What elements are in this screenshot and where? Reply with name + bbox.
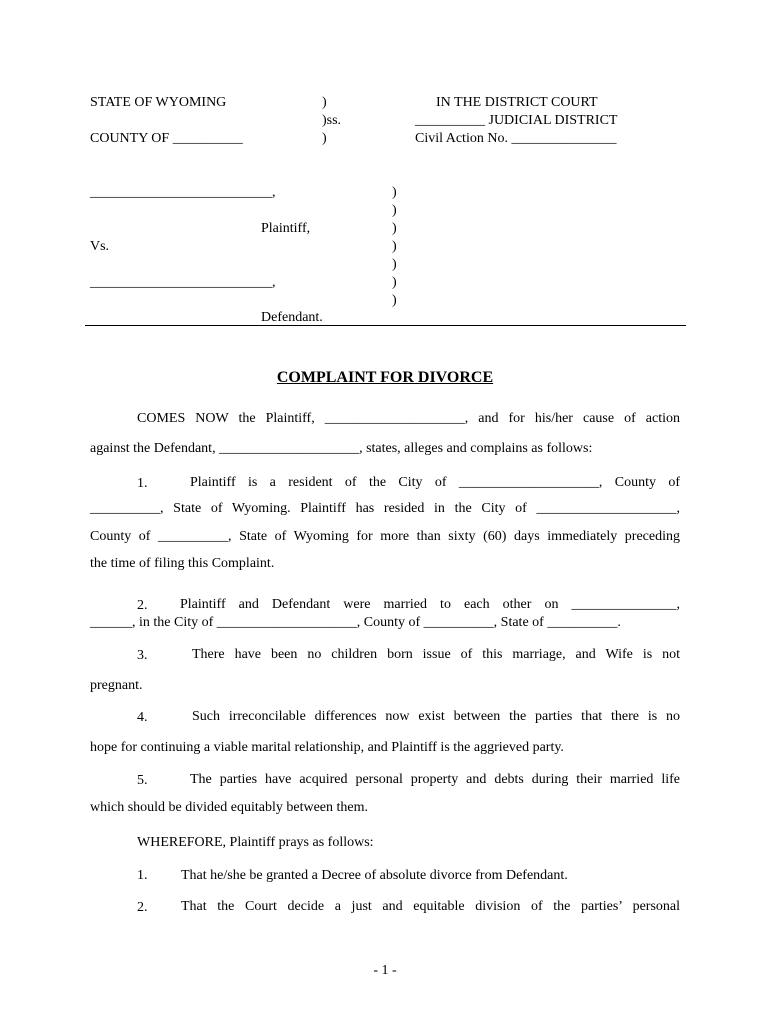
paragraph-number: 3. — [137, 648, 148, 663]
caption-right-paren: ) — [392, 257, 397, 272]
paragraph-4-line: Such irreconcilable differences now exist between the parties that there is no — [192, 709, 680, 724]
paragraph-1-line: the time of filing this Complaint. — [90, 556, 275, 571]
caption-right-paren: ) — [392, 275, 397, 290]
prayer-item-1: That he/she be granted a Decree of absolute divorce from Defendant. — [181, 868, 568, 883]
prayer-item-2: That the Court decide a just and equitable division of the parties’ personal — [181, 899, 680, 914]
caption-right-paren: ) — [392, 239, 397, 254]
civil-action-number: Civil Action No. _______________ — [415, 131, 617, 146]
intro-line-2: against the Defendant, ____________________, states, alleges and complains as follows: — [90, 441, 593, 456]
paragraph-2-line: ______, in the City of ____________________, County of __________, State of __________. — [90, 615, 621, 630]
plaintiff-label: Plaintiff, — [261, 221, 311, 236]
caption-right-paren: ) — [392, 185, 397, 200]
caption-right-paren: ) — [392, 293, 397, 308]
paragraph-1-line: __________, State of Wyoming. Plaintiff has resided in the City of ____________________, — [90, 501, 680, 516]
paragraph-4-line: hope for continuing a viable marital relationship, and Plaintiff is the aggrieved party. — [90, 740, 564, 755]
wherefore-intro: WHEREFORE, Plaintiff prays as follows: — [137, 835, 374, 850]
paragraph-number: 2. — [137, 598, 148, 613]
paragraph-5-line: which should be divided equitably between them. — [90, 800, 368, 815]
prayer-number: 2. — [137, 900, 148, 915]
prayer-number: 1. — [137, 868, 148, 883]
paragraph-3-line: pregnant. — [90, 678, 143, 693]
caption-right-paren: ) — [392, 221, 397, 236]
caption-paren: ) — [322, 95, 327, 110]
versus-label: Vs. — [90, 239, 110, 254]
plaintiff-name-blank: __________________________, — [90, 185, 276, 200]
paragraph-5-line: The parties have acquired personal property and debts during their married life — [190, 772, 680, 787]
defendant-label: Defendant. — [261, 310, 323, 325]
county-label: COUNTY OF __________ — [90, 131, 243, 146]
paragraph-3-line: There have been no children born issue of this marriage, and Wife is not — [192, 647, 680, 662]
caption-paren-ss: )ss. — [322, 113, 342, 128]
paragraph-number: 1. — [137, 476, 148, 491]
defendant-name-blank: __________________________, — [90, 275, 276, 290]
intro-line-1: COMES NOW the Plaintiff, ____________________, and for his/her cause of action — [137, 411, 680, 426]
page-number: - 1 - — [373, 963, 397, 978]
court-name: IN THE DISTRICT COURT — [436, 95, 598, 110]
caption-paren: ) — [322, 131, 327, 146]
paragraph-1-line: Plaintiff is a resident of the City of ____________________, County of — [190, 475, 680, 490]
judicial-district: __________ JUDICIAL DISTRICT — [415, 113, 618, 128]
caption-right-paren: ) — [392, 203, 397, 218]
state-label: STATE OF WYOMING — [90, 95, 227, 110]
document-title: COMPLAINT FOR DIVORCE — [276, 369, 494, 386]
paragraph-1-line: County of __________, State of Wyoming for more than sixty (60) days immediately preceding — [90, 529, 680, 544]
paragraph-number: 5. — [137, 773, 148, 788]
paragraph-number: 4. — [137, 710, 148, 725]
paragraph-2-line: Plaintiff and Defendant were married to each other on _______________, — [180, 597, 680, 612]
caption-divider — [85, 325, 686, 326]
